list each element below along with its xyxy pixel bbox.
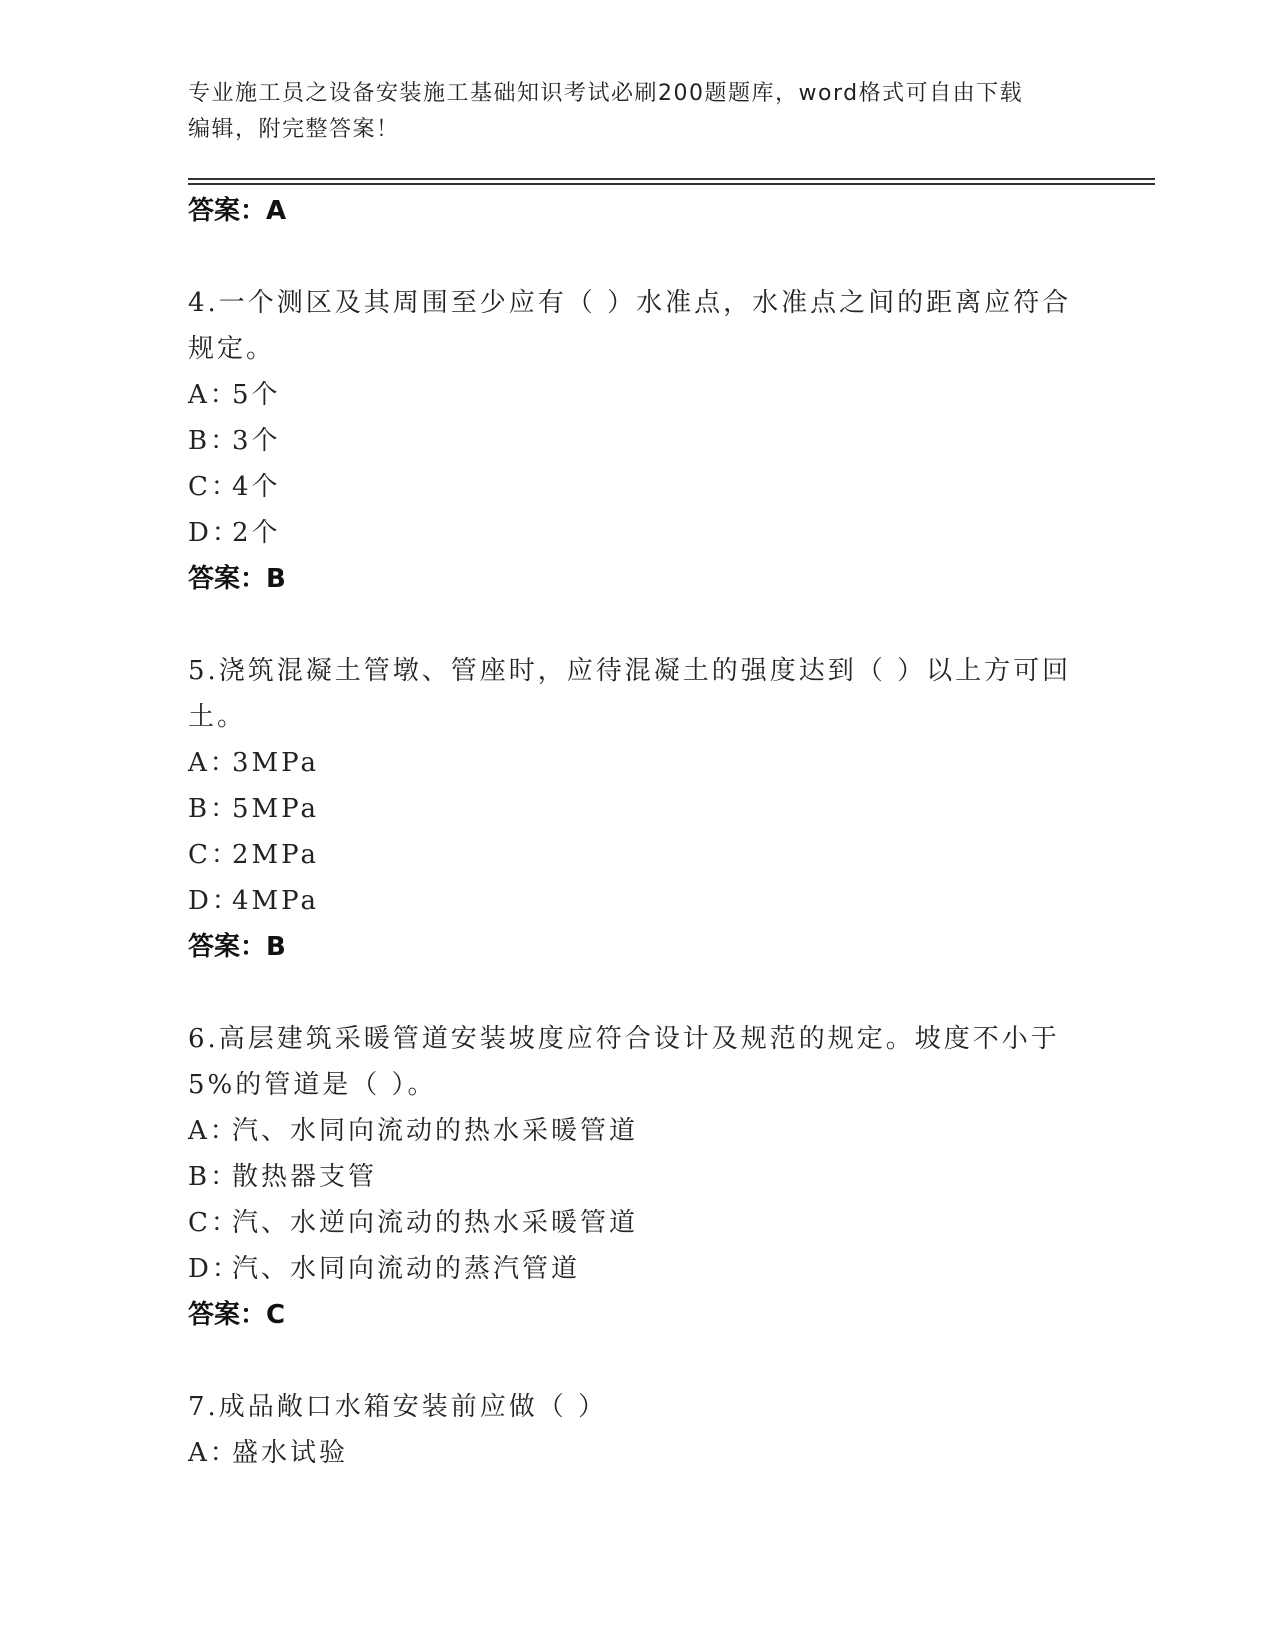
question-text — [188, 1384, 1088, 1430]
question-text — [188, 1016, 1088, 1108]
option-key: D： — [188, 886, 241, 916]
option-text: 汽、水逆向流动的热水采暖管道 — [232, 1208, 639, 1238]
option-a — [188, 1430, 1088, 1476]
option-text: 汽、水同向流动的蒸汽管道 — [232, 1254, 581, 1284]
question-text-line: 6.高层建筑采暖管道安装坡度应符合设计及规范的规定。坡度不小于 — [188, 1024, 1060, 1054]
question-text-line: 规定。 — [188, 334, 276, 364]
answer-line: 答案：B — [188, 932, 286, 962]
question-text-line: 5%的管道是（ ）。 — [188, 1070, 437, 1100]
option-b — [188, 786, 1088, 832]
question-text — [188, 648, 1088, 740]
option-a — [188, 1108, 1088, 1154]
option-text: 4MPa — [232, 886, 319, 916]
document-body — [188, 188, 1088, 1476]
document-header — [188, 76, 1088, 148]
question-text — [188, 280, 1088, 372]
option-text: 3个 — [232, 426, 281, 456]
answer-line: 答案：B — [188, 564, 286, 594]
header-line-1: 专业施工员之设备安装施工基础知识考试必刷200题题库，word格式可自由下载 — [188, 81, 1024, 106]
option-d — [188, 510, 1088, 556]
option-key: A： — [188, 380, 239, 410]
option-d — [188, 878, 1088, 924]
option-text: 5MPa — [232, 794, 319, 824]
option-key: D： — [188, 1254, 241, 1284]
question-4 — [188, 280, 1088, 602]
option-b — [188, 1154, 1088, 1200]
header-divider-top — [188, 178, 1155, 180]
question-text-line: 4.一个测区及其周围至少应有（ ）水准点，水准点之间的距离应符合 — [188, 288, 1072, 318]
option-c — [188, 1200, 1088, 1246]
option-key: C： — [188, 472, 240, 502]
option-key: B： — [188, 794, 240, 824]
option-key: A： — [188, 1116, 239, 1146]
question-text-line: 5.浇筑混凝土管墩、管座时，应待混凝土的强度达到（ ）以上方可回 — [188, 656, 1072, 686]
header-divider-bottom — [188, 183, 1155, 185]
question-text-line: 土。 — [188, 702, 247, 732]
option-key: C： — [188, 840, 240, 870]
option-text: 4个 — [232, 472, 281, 502]
option-key: B： — [188, 426, 240, 456]
option-text: 汽、水同向流动的热水采暖管道 — [232, 1116, 639, 1146]
option-text: 3MPa — [232, 748, 319, 778]
option-a — [188, 740, 1088, 786]
option-text: 5个 — [232, 380, 281, 410]
answer-line: 答案：C — [188, 1300, 286, 1330]
option-a — [188, 372, 1088, 418]
option-key: C： — [188, 1208, 240, 1238]
header-line-2: 编辑，附完整答案！ — [188, 117, 400, 142]
option-key: B： — [188, 1162, 240, 1192]
option-c — [188, 464, 1088, 510]
option-key: A： — [188, 1438, 239, 1468]
question-text-line: 7.成品敞口水箱安装前应做（ ） — [188, 1392, 608, 1422]
option-c — [188, 832, 1088, 878]
option-d — [188, 1246, 1088, 1292]
question-5 — [188, 648, 1088, 970]
option-b — [188, 418, 1088, 464]
option-text: 2MPa — [232, 840, 319, 870]
question-6 — [188, 1016, 1088, 1338]
option-text: 散热器支管 — [232, 1162, 378, 1192]
option-text: 盛水试验 — [232, 1438, 349, 1468]
option-key: D： — [188, 518, 241, 548]
answer-line: 答案：A — [188, 196, 287, 226]
option-key: A： — [188, 748, 239, 778]
option-text: 2个 — [232, 518, 281, 548]
question-7 — [188, 1384, 1088, 1476]
